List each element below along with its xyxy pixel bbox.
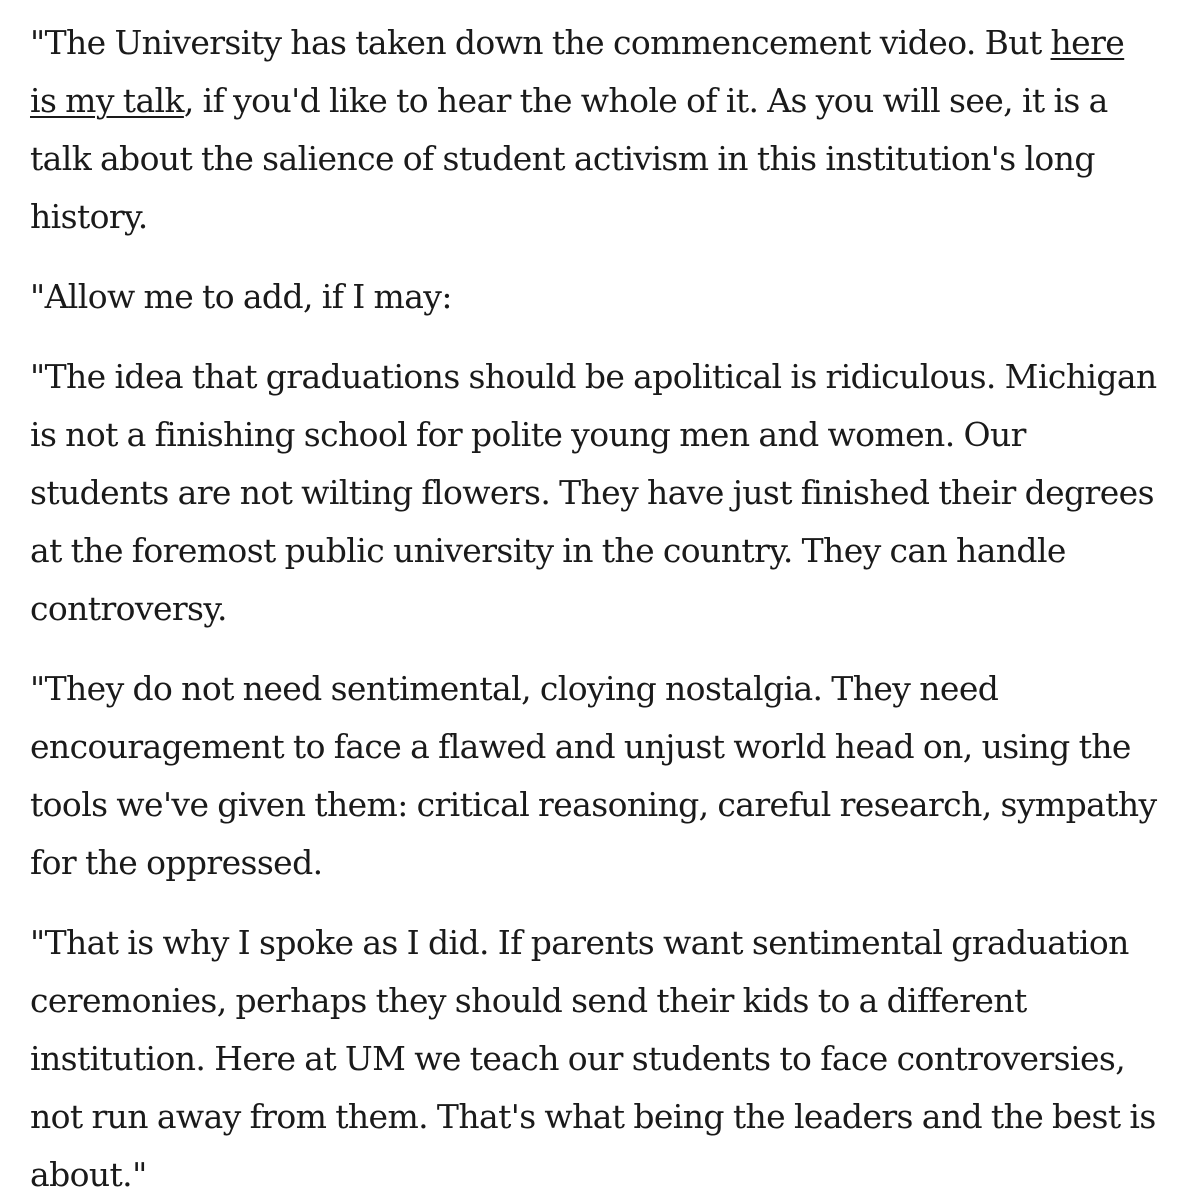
paragraph-1-text-before: "The University has taken down the commencement video. But: [30, 23, 1051, 62]
paragraph-1-text-after: , if you'd like to hear the whole of it. As you will see, it is a talk about the salience of student activism in this institution's long history.: [30, 81, 1108, 236]
paragraph-5: "That is why I spoke as I did. If parents want sentimental graduation ceremonies, perhaps they should send their kids to a different institution. Here at UM we teach our students to face controversies, not run away from them. That's what being the leaders and the best is about.": [30, 923, 1156, 1194]
paragraph-2: "Allow me to add, if I may:: [30, 277, 452, 316]
paragraph-1: [30, 14, 1159, 246]
my-talk-link[interactable]: here is my talk: [30, 23, 1125, 120]
paragraph-3: "The idea that graduations should be apolitical is ridiculous. Michigan is not a finishing school for polite young men and women. Our students are not wilting flowers. They have just finished their degrees at the foremost public university in the country. They can handle controversy.: [30, 357, 1157, 628]
paragraph-4: "They do not need sentimental, cloying nostalgia. They need encouragement to face a flawed and unjust world head on, using the tools we've given them: critical reasoning, careful research, sympathy for the oppressed.: [30, 669, 1157, 882]
